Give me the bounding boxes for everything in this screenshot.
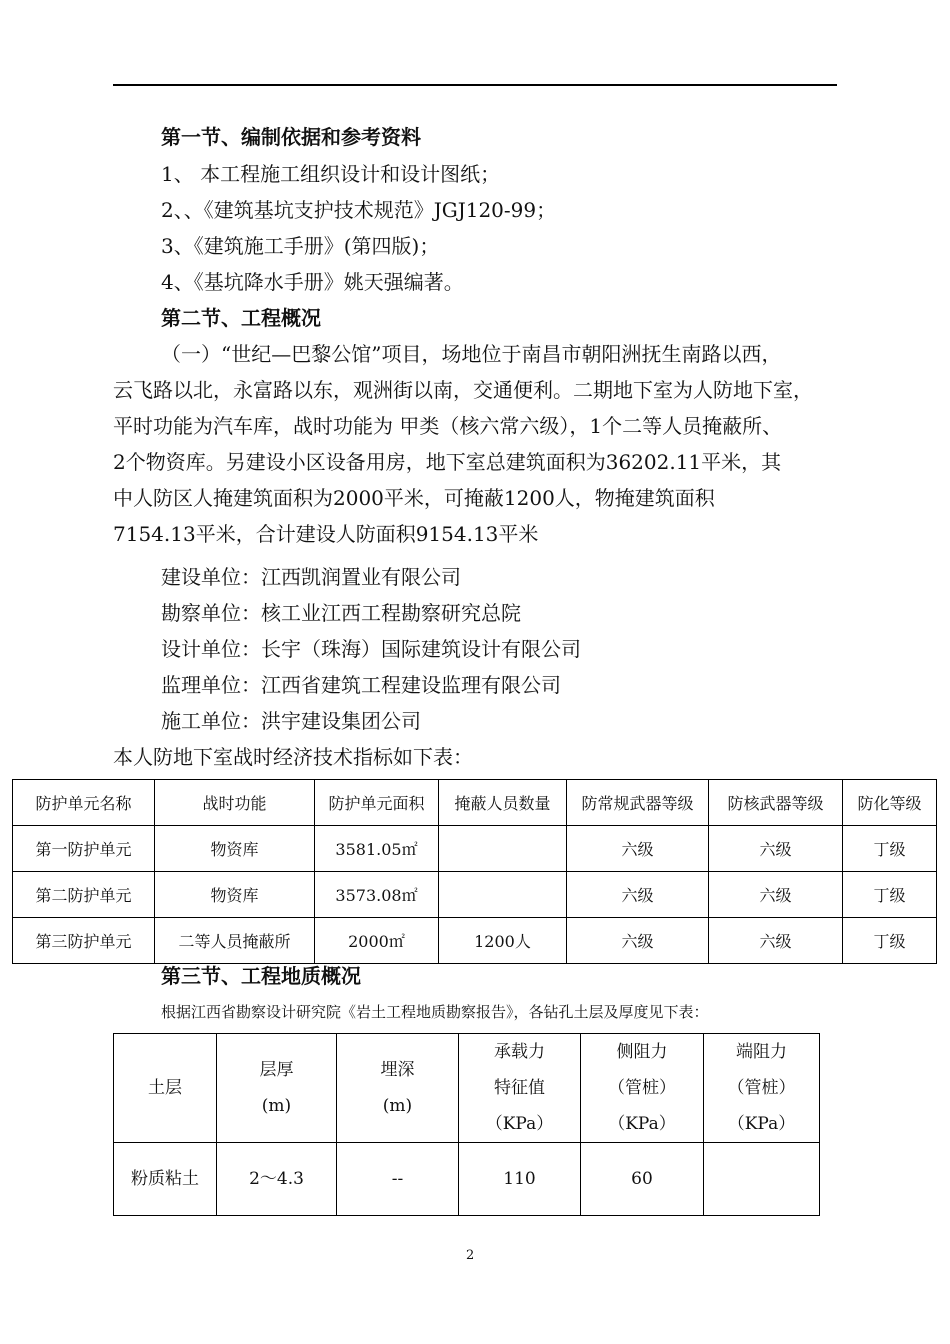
header-cell: 埋深 (m): [337, 1034, 459, 1143]
unit-line: 建设单位：江西凯润置业有限公司: [161, 565, 461, 589]
section2-heading: 第二节、工程概况: [161, 306, 321, 330]
table-cell: 六级: [709, 918, 843, 964]
header-cell: 防核武器等级: [709, 780, 843, 826]
overview-paragraph-line: 云飞路以北，永富路以东，观洲街以南，交通便利。二期地下室为人防地下室，: [113, 378, 813, 402]
table-cell: 六级: [709, 826, 843, 872]
soil-layer-table: [113, 1033, 820, 1216]
table-row: [13, 872, 937, 918]
table-cell: 丁级: [843, 826, 937, 872]
table-cell: 1200人: [439, 918, 567, 964]
table-cell: 3581.05㎡: [315, 826, 439, 872]
unit-line: 监理单位：江西省建筑工程建设监理有限公司: [161, 673, 561, 697]
table-cell: 物资库: [155, 826, 315, 872]
table-cell: 六级: [567, 872, 709, 918]
table-cell: 第三防护单元: [13, 918, 155, 964]
header-cell: 防化等级: [843, 780, 937, 826]
overview-paragraph-line: 7154.13平米，合计建设人防面积9154.13平米: [113, 522, 539, 546]
header-cell: 防护单元面积: [315, 780, 439, 826]
header-cell: 承载力 特征值 （KPa）: [459, 1034, 581, 1143]
table-cell: 第二防护单元: [13, 872, 155, 918]
reference-item: 1、 本工程施工组织设计和设计图纸；: [161, 162, 501, 186]
overview-paragraph-line: 中人防区人掩建筑面积为2000平米，可掩蔽1200人，物掩建筑面积: [113, 486, 715, 510]
table-intro: 本人防地下室战时经济技术指标如下表：: [113, 745, 473, 769]
table-header-row: [13, 780, 937, 826]
header-cell: 防护单元名称: [13, 780, 155, 826]
table-cell: 六级: [567, 826, 709, 872]
header-rule: [113, 84, 837, 86]
table-header-row: [114, 1034, 820, 1143]
table-cell: 物资库: [155, 872, 315, 918]
civil-defense-indicator-table: [12, 779, 937, 964]
table-cell: 丁级: [843, 918, 937, 964]
header-cell: 侧阻力 （管桩） （KPa）: [581, 1034, 704, 1143]
geology-intro: 根据江西省勘察设计研究院《岩土工程地质勘察报告》，各钻孔土层及厚度见下表：: [161, 1003, 709, 1021]
table-cell: 110: [459, 1143, 581, 1216]
overview-paragraph-line: （一）“世纪—巴黎公馆”项目，场地位于南昌市朝阳洲抚生南路以西，: [161, 342, 782, 366]
table-row: [114, 1143, 820, 1216]
unit-line: 施工单位：洪宇建设集团公司: [161, 709, 421, 733]
table-cell: 六级: [709, 872, 843, 918]
header-cell: 掩蔽人员数量: [439, 780, 567, 826]
table-row: [13, 826, 937, 872]
unit-line: 设计单位：长宇（珠海）国际建筑设计有限公司: [161, 637, 581, 661]
table-cell: 2～4.3: [217, 1143, 337, 1216]
table-row: [13, 918, 937, 964]
unit-line: 勘察单位：核工业江西工程勘察研究总院: [161, 601, 521, 625]
table-cell: [439, 872, 567, 918]
header-cell: 战时功能: [155, 780, 315, 826]
table-cell: 粉质粘土: [114, 1143, 217, 1216]
section1-heading: 第一节、编制依据和参考资料: [161, 125, 421, 149]
table-cell: 60: [581, 1143, 704, 1216]
overview-paragraph-line: 平时功能为汽车库，战时功能为 甲类（核六常六级），1个二等人员掩蔽所、: [113, 414, 783, 438]
reference-item: 3、《建筑施工手册》(第四版)；: [161, 234, 440, 258]
table-cell: 2000㎡: [315, 918, 439, 964]
header-cell: 层厚 (m): [217, 1034, 337, 1143]
reference-item: 4、《基坑降水手册》姚天强编著。: [161, 270, 464, 294]
table-cell: 二等人员掩蔽所: [155, 918, 315, 964]
table-cell: 丁级: [843, 872, 937, 918]
table-cell: --: [337, 1143, 459, 1216]
reference-item: 2、、《建筑基坑支护技术规范》JGJ120-99；: [161, 198, 557, 222]
page-number: 2: [466, 1248, 475, 1263]
header-cell: 土层: [114, 1034, 217, 1143]
table-cell: 第一防护单元: [13, 826, 155, 872]
table-cell: [704, 1143, 820, 1216]
section3-heading: 第三节、工程地质概况: [161, 964, 361, 988]
table-cell: 六级: [567, 918, 709, 964]
table-cell: [439, 826, 567, 872]
overview-paragraph-line: 2个物资库。另建设小区设备用房，地下室总建筑面积为36202.11平米，其: [113, 450, 782, 474]
header-cell: 端阻力 （管桩） （KPa）: [704, 1034, 820, 1143]
table-cell: 3573.08㎡: [315, 872, 439, 918]
header-cell: 防常规武器等级: [567, 780, 709, 826]
